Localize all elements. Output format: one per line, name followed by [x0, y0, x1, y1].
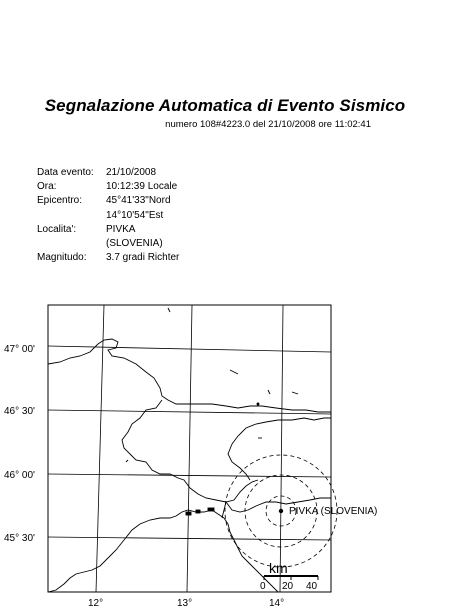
- info-value: 3.7 gradi Richter: [106, 252, 180, 264]
- map-graticule: [48, 305, 331, 592]
- info-value: 14°10'54"Est: [106, 209, 164, 221]
- scale-unit-label: km: [269, 560, 288, 576]
- info-value: 21/10/2008: [106, 167, 157, 178]
- scale-bar: [260, 560, 318, 592]
- info-row-country: [37, 237, 179, 251]
- info-row-location: [37, 223, 179, 237]
- lon-label: 12°: [88, 598, 104, 609]
- info-value: 10:12:39 Locale: [106, 181, 178, 193]
- info-label: [37, 237, 106, 251]
- scale-tick-label: 40: [306, 581, 318, 592]
- lat-label: 47° 00': [4, 344, 35, 355]
- lon-label: 13°: [177, 598, 193, 609]
- info-label: Magnitudo:: [37, 252, 87, 264]
- info-row-time: [37, 180, 179, 194]
- info-value: 45°41'33"Nord: [106, 195, 171, 207]
- report-subtitle: numero 108#4223.0 del 21/10/2008 ore 11:02:41: [165, 119, 371, 130]
- lon-label: 14°: [269, 598, 285, 609]
- info-row-date: [37, 166, 179, 180]
- info-label: [37, 209, 106, 223]
- info-row-magnitude: [37, 251, 179, 265]
- lat-label: 45° 30': [4, 533, 35, 544]
- info-value: PIVKA: [106, 223, 136, 235]
- epicenter-marker: [279, 509, 283, 513]
- epicenter-label: PIVKA (SLOVENIA): [289, 506, 378, 517]
- info-label: Epicentro:: [37, 195, 83, 207]
- scale-tick-label: 20: [282, 581, 294, 592]
- info-label: Localita':: [37, 223, 77, 235]
- event-info: [37, 166, 179, 265]
- lat-label: 46° 00': [4, 470, 35, 481]
- map-islands: [186, 403, 259, 515]
- info-label: Data evento:: [37, 167, 94, 178]
- report-title: Segnalazione Automatica di Evento Sismico: [44, 96, 406, 115]
- info-row-epicenter-lon: [37, 209, 179, 223]
- info-value: (SLOVENIA): [106, 238, 163, 250]
- lat-label: 46° 30': [4, 406, 35, 417]
- epicenter-map: [0, 300, 450, 612]
- info-row-epicenter-lat: [37, 194, 179, 208]
- scale-tick-label: 0: [260, 581, 266, 592]
- info-label: Ora:: [37, 181, 57, 193]
